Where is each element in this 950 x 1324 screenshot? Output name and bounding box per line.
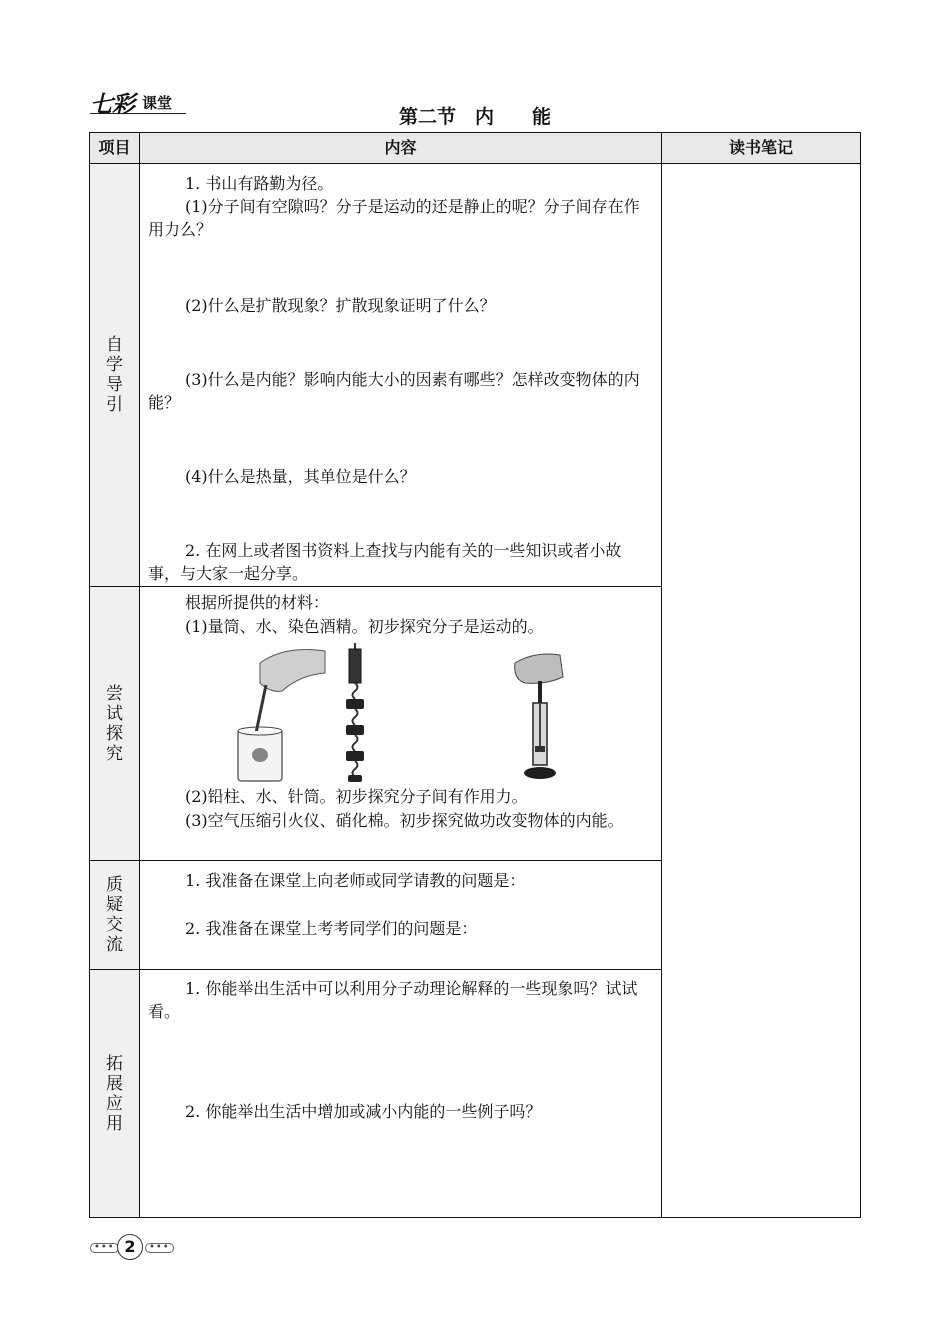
brand-underline	[90, 113, 186, 114]
explore-line: 根据所提供的材料：	[185, 593, 330, 612]
column-divider	[139, 133, 140, 1217]
self-study-line: 2. 在网上或者图书资料上查找与内能有关的一些知识或者小故事，与大家一起分享。	[148, 541, 622, 583]
row-divider	[90, 163, 860, 164]
lead-column-figure	[340, 643, 370, 783]
row-divider	[90, 969, 662, 970]
row-divider	[90, 586, 662, 587]
row-label-discuss: 质疑交流	[90, 861, 139, 969]
explore-line: (3)空气压缩引火仪、硝化棉。初步探究做功改变物体的内能。	[185, 811, 624, 830]
air-compressor-figure	[505, 651, 575, 781]
discuss-line: 2. 我准备在课堂上考考同学们的问题是：	[185, 919, 478, 938]
self-study-line: 1. 书山有路勤为径。	[185, 174, 334, 193]
self-study-line: (2)什么是扩散现象？扩散现象证明了什么？	[185, 296, 496, 315]
apply-line: 1. 你能举出生活中可以利用分子动理论解释的一些现象吗？试试看。	[148, 979, 638, 1021]
page-dots-right: •••	[145, 1243, 174, 1253]
explore-line: (2)铅柱、水、针筒。初步探究分子间有作用力。	[185, 787, 528, 806]
section-title: 第二节 内 能	[398, 106, 551, 128]
beaker-dropper-figure	[230, 643, 330, 783]
header-content: 内容	[140, 133, 661, 163]
row-label-apply: 拓展应用	[90, 970, 139, 1217]
row-label-self-study: 自学导引	[90, 164, 139, 586]
brand-logo	[90, 86, 190, 116]
self-study-line: (4)什么是热量，其单位是什么？	[185, 467, 416, 486]
header-notes: 读书笔记	[662, 133, 860, 163]
study-table	[89, 132, 861, 1218]
page-number-badge	[90, 1235, 174, 1259]
discuss-line: 1. 我准备在课堂上向老师或同学请教的问题是：	[185, 871, 526, 890]
header-item: 项目	[90, 133, 139, 163]
explore-line: (1)量筒、水、染色酒精。初步探究分子是运动的。	[185, 617, 544, 636]
brand-script: 七彩	[90, 91, 134, 118]
apply-line: 2. 你能举出生活中增加或减小内能的一些例子吗？	[185, 1102, 542, 1121]
page-number: 2	[117, 1234, 143, 1260]
brand-word: 课堂	[142, 94, 173, 112]
page-dots-left: •••	[90, 1243, 119, 1253]
self-study-line: (3)什么是内能？影响内能大小的因素有哪些？怎样改变物体的内能？	[148, 370, 640, 412]
row-label-explore: 尝试探究	[90, 587, 139, 860]
row-divider	[90, 860, 662, 861]
self-study-line: (1)分子间有空隙吗？分子是运动的还是静止的呢？分子间存在作用力么？	[148, 197, 640, 239]
column-divider	[661, 133, 662, 1217]
